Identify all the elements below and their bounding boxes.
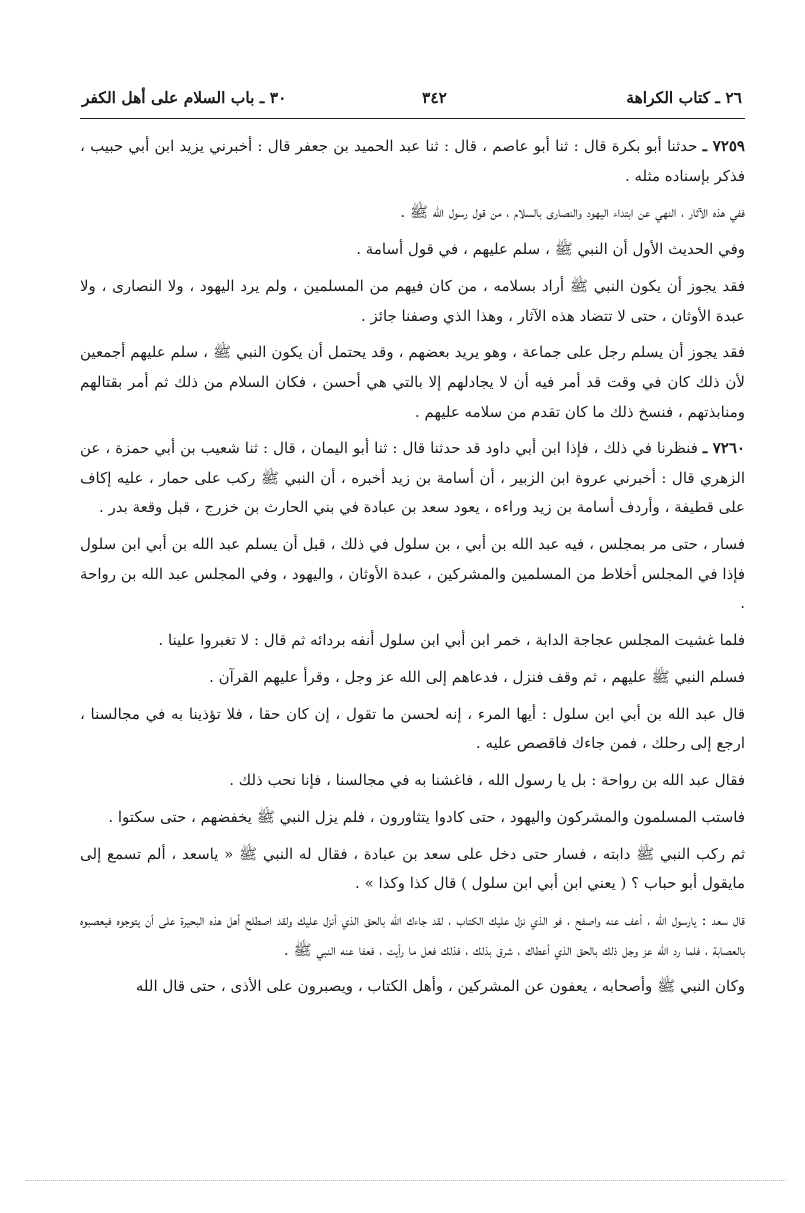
paragraph-text: قال سعد : يارسول الله ، أعف عنه واصفح ، فو الذي نزل عليك الكتاب ، لقد جاءك الله بالحق الذي أنزل عليك ولقد اصطلح أهل هذه البحيرة على أن يتوجوه فيعصبوه بالعصابة ، فلما رد الله عز وجل ذلك بالحق الذي أعطاك ، شرق بذلك ، فذلك فعل ما رأيت ، فعفا عنه النبي ﷺ .	[80, 911, 745, 959]
chapter-title: ٢٦ ـ كتاب الكراهة	[626, 88, 742, 107]
page-body	[80, 132, 745, 1009]
hadith-number: ٧٢٥٩ ـ	[702, 137, 745, 155]
paragraph	[80, 272, 745, 331]
paragraph	[80, 338, 745, 427]
paragraph	[80, 132, 745, 191]
page-header	[82, 88, 742, 116]
paragraph-text: وكان النبي ﷺ وأصحابه ، يعفون عن المشركين ، وأهل الكتاب ، ويصبرون على الأذى ، حتى قال الله	[135, 977, 745, 996]
paragraph-text: فنظرنا في ذلك ، فإذا ابن أبي داود قد حدثنا قال : ثنا أبو اليمان ، قال : ثنا شعيب بن أبي حمزة ، عن الزهري قال : أخبرني عروة ابن الزبير ، أن أسامة بن زيد أخبره ، أن النبي ﷺ ركب على حمار ، عليه إكاف على قطيفة ، وأردف أسامة بن زيد وراءه ، يعود سعد بن عبادة في بني الحارث بن خزرج ، قبل وقعة بدر .	[80, 439, 745, 517]
paragraph	[80, 434, 745, 523]
section-title: ٣٠ ـ باب السلام على أهل الكفر	[82, 88, 287, 107]
paragraph	[80, 626, 745, 656]
paragraph	[80, 235, 745, 265]
paragraph	[80, 530, 745, 619]
paragraph	[80, 198, 745, 228]
paragraph-text: فسلم النبي ﷺ عليهم ، ثم وقف فنزل ، فدعاهم إلى الله عز وجل ، وقرأ عليهم القرآن .	[209, 668, 745, 686]
paragraph-text: حدثنا أبو بكرة قال : ثنا أبو عاصم ، قال : ثنا عبد الحميد بن جعفر قال : أخبرني يزيد ابن أبي حبيب ، فذكر بإسناده مثله .	[80, 137, 745, 185]
paragraph-text: فقد يجوز أن يسلم رجل على جماعة ، وهو يريد بعضهم ، وقد يحتمل أن يكون النبي ﷺ ، سلم عليهم أجمعين لأن ذلك كان في وقت قد أمر فيه أن لا يجادلهم إلا بالتي هي أحسن ، فكان السلام من ذلك ثم أمر بقتالهم ومنابذتهم ، فنسخ ذلك ما كان تقدم من سلامه عليهم .	[80, 343, 745, 421]
paragraph	[80, 906, 745, 965]
footer-divider	[26, 1180, 786, 1181]
paragraph	[80, 972, 745, 1002]
header-rule	[80, 118, 745, 119]
paragraph-text: فاستب المسلمون والمشركون واليهود ، حتى كادوا يتثاورون ، فلم يزل النبي ﷺ يخفضهم ، حتى سكتوا .	[108, 807, 745, 826]
paragraph-text: فقال عبد الله بن رواحة : بل يا رسول الله ، فاغشنا به في مجالسنا ، فإنا نحب ذلك .	[229, 771, 745, 790]
paragraph-text: وفي الحديث الأول أن النبي ﷺ ، سلم عليهم ، في قول أسامة .	[356, 240, 745, 259]
paragraph	[80, 700, 745, 759]
paragraph-text: فقد يجوز أن يكون النبي ﷺ أراد بسلامه ، من كان فيهم من المسلمين ، ولم يرد اليهود ، ولا النصارى ، ولا عبدة الأوثان ، حتى لا تتضاد هذه الآثار ، وهذا الذي وصفنا جائز .	[80, 276, 745, 325]
paragraph	[80, 766, 745, 796]
paragraph	[80, 840, 745, 899]
hadith-number: ٧٢٦٠ ـ	[702, 439, 745, 458]
paragraph	[80, 803, 745, 833]
paragraph	[80, 663, 745, 693]
paragraph-text: فلما غشيت المجلس عجاجة الدابة ، خمر ابن أبي ابن سلول أنفه بردائه ثم قال : لا تغبروا علينا .	[158, 631, 745, 650]
paragraph-text: ففي هذه الآثار ، النهي عن ابتداء اليهود والنصارى بالسلام ، من قول رسول الله ﷺ .	[400, 203, 745, 222]
page-number: ٣٤٢	[422, 88, 447, 107]
paragraph-text: قال عبد الله بن أبي ابن سلول : أيها المرء ، إنه لحسن ما تقول ، إن كان حقا ، فلا تؤذينا به في مجالسنا ، ارجع إلى رحلك ، فمن جاءك فاقصص عليه .	[80, 704, 745, 753]
paragraph-text: فسار ، حتى مر بمجلس ، فيه عبد الله بن أبي ، بن سلول في ذلك ، قبل أن يسلم عبد الله بن أبي ابن سلول فإذا في المجلس أخلاط من المسلمين والمشركين ، عبدة الأوثان ، واليهود ، وفي المجلس عبد الله بن رواحة .	[80, 535, 745, 613]
paragraph-text: ثم ركب النبي ﷺ دابته ، فسار حتى دخل على سعد بن عبادة ، فقال له النبي ﷺ « ياسعد ، ألم تسمع إلى مايقول أبو حباب ؟ ( يعني ابن أبي ابن سلول ) قال كذا وكذا » .	[80, 844, 745, 893]
